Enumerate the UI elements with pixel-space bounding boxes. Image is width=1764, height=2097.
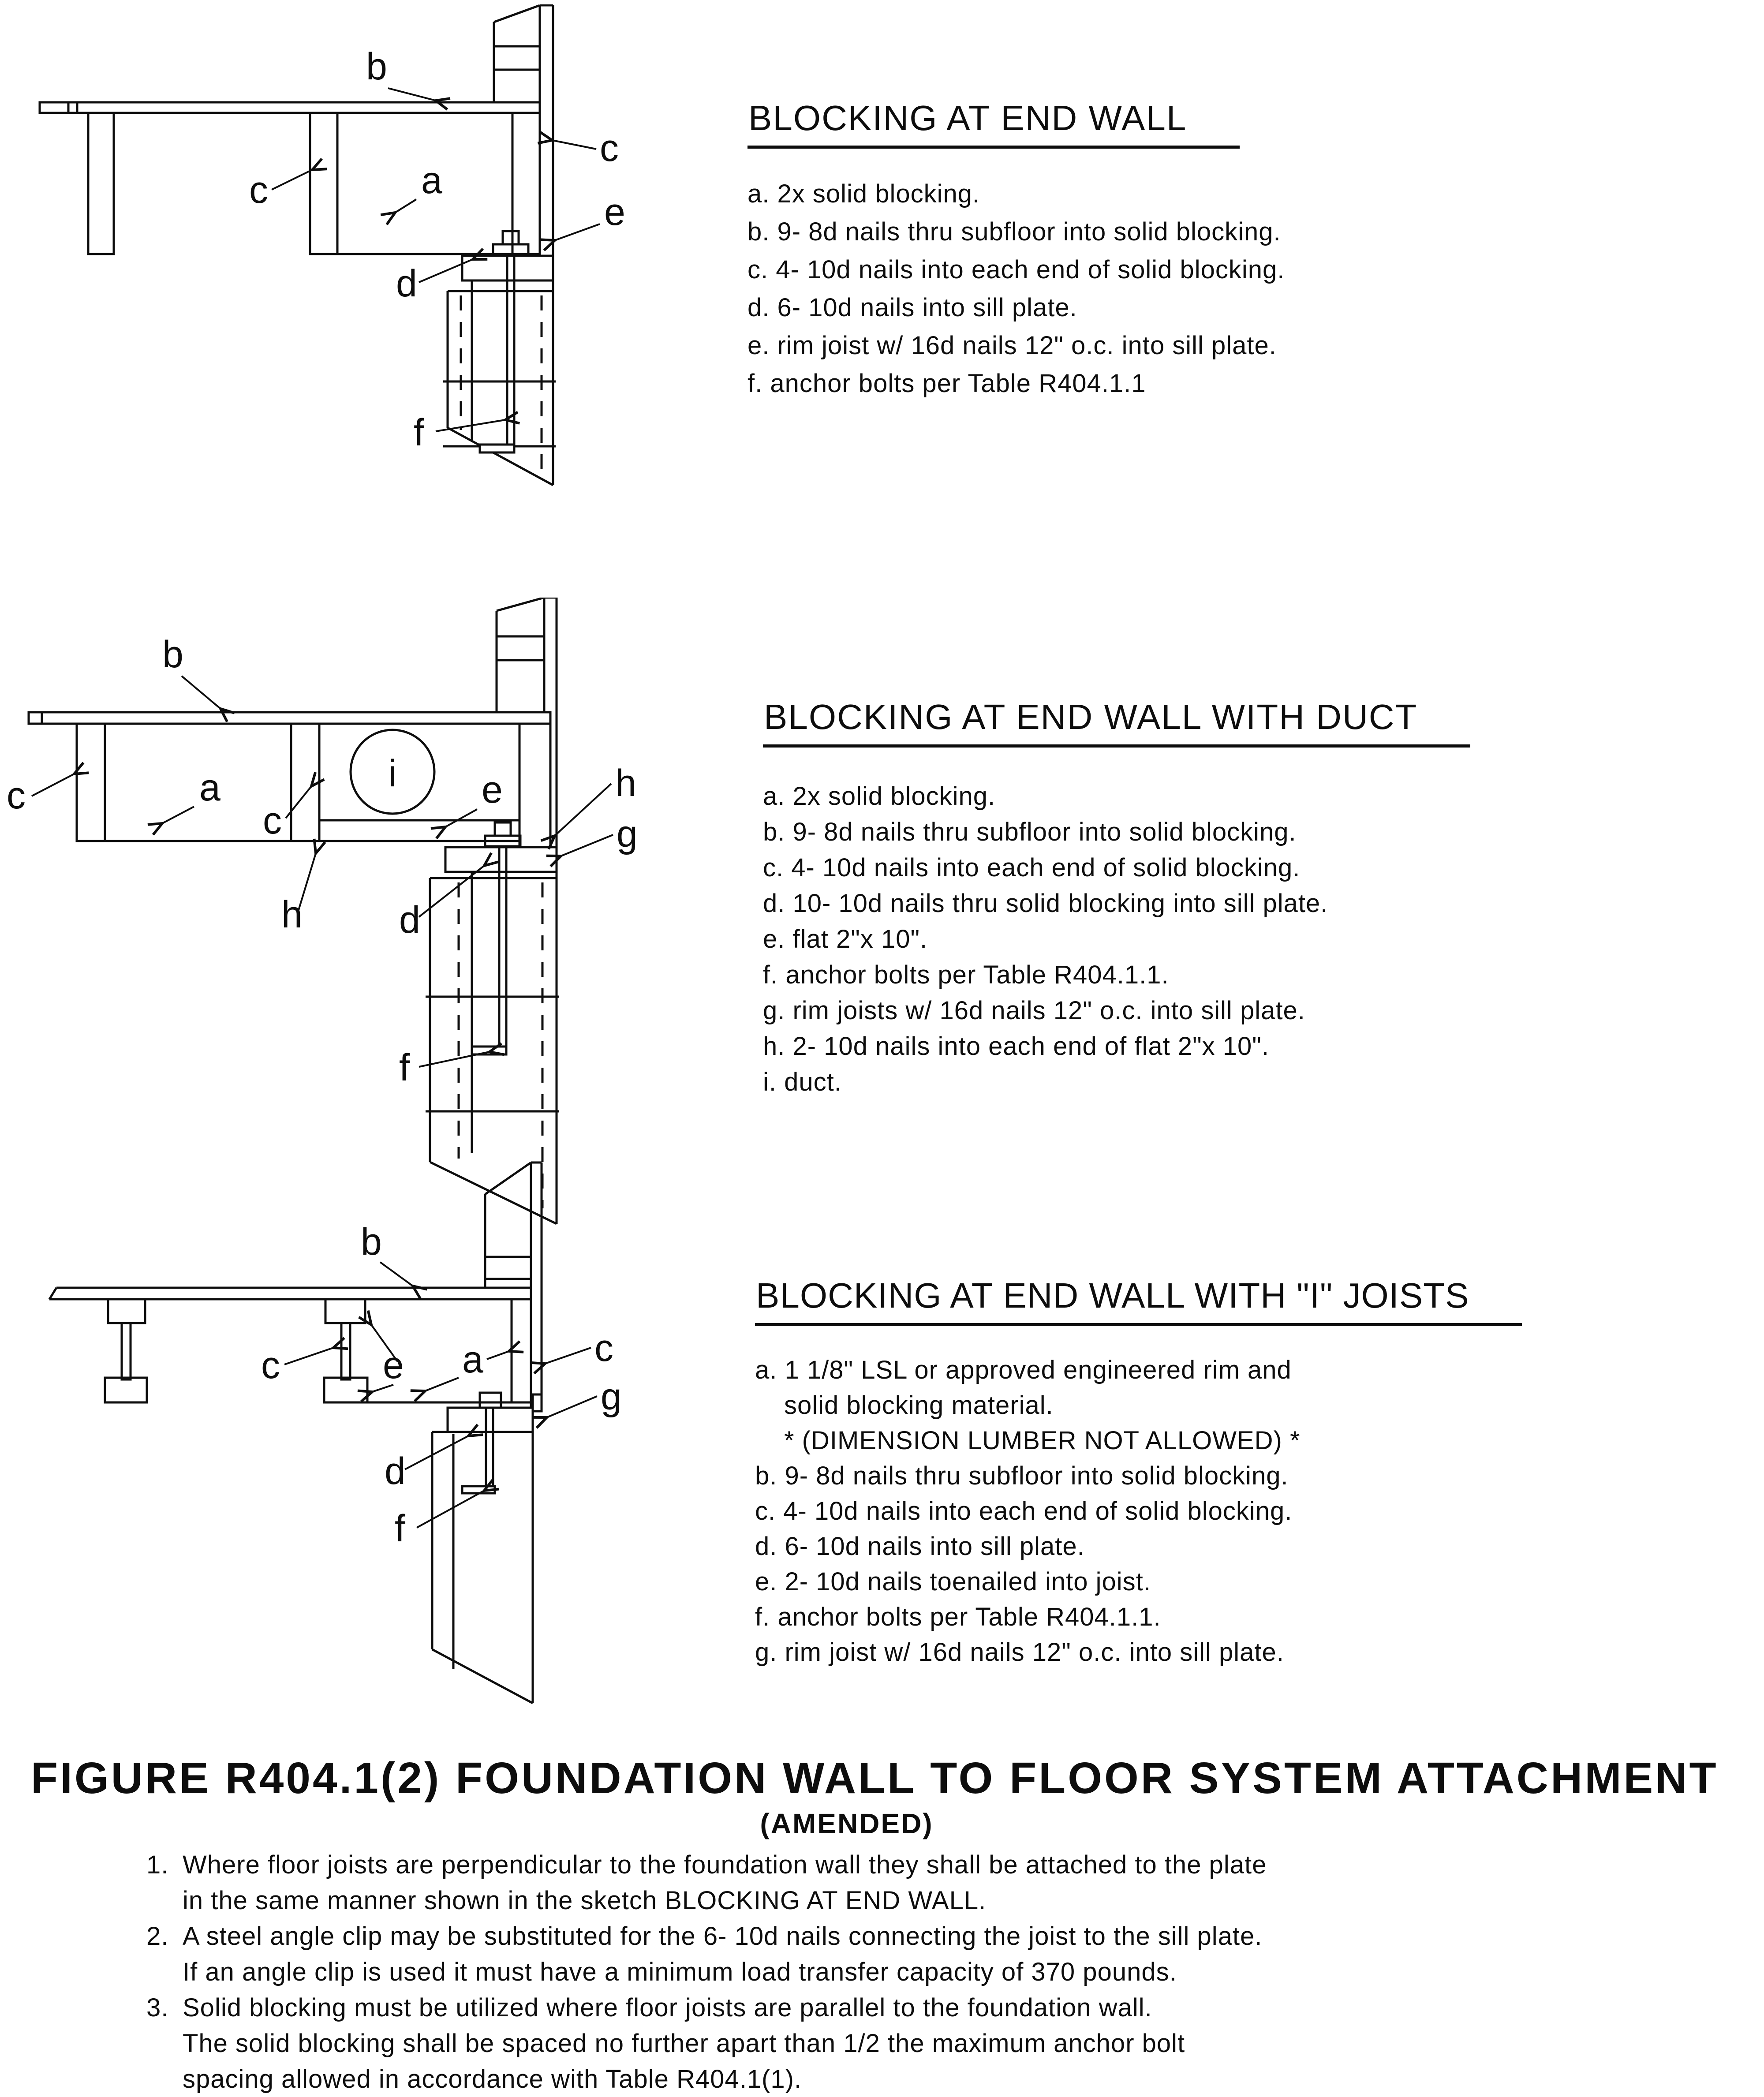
legend-item: b. 9- 8d nails thru subfloor into solid blocking.	[747, 217, 1281, 246]
legend-item: i. duct.	[763, 1068, 842, 1096]
note-2	[146, 1918, 1267, 1990]
legend-title: BLOCKING AT END WALL WITH DUCT	[763, 697, 1470, 748]
label-c-right: c	[594, 1327, 613, 1369]
label-b: b	[162, 633, 183, 676]
label-h-bottom: h	[281, 893, 303, 936]
subfloor	[49, 1288, 531, 1299]
i-joist-2	[324, 1299, 367, 1402]
legend-item: d. 6- 10d nails into sill plate.	[747, 293, 1077, 322]
label-f: f	[399, 1047, 410, 1089]
legend-blocking-at-end-wall-with-i-joists	[755, 1275, 1522, 1670]
legend-item: * (DIMENSION LUMBER NOT ALLOWED) *	[784, 1426, 1301, 1455]
floor-joist	[88, 113, 114, 254]
diagram-blocking-at-end-wall-with-duct	[0, 598, 644, 1226]
note-line: Where floor joists are perpendicular to the foundation wall they shall be attached to the plate	[183, 1850, 1267, 1879]
label-d: d	[399, 899, 420, 941]
label-c-left: c	[7, 774, 26, 817]
legend-item: h. 2- 10d nails into each end of flat 2"x 10".	[763, 1032, 1269, 1061]
legend-item: e. 2- 10d nails toenailed into joist.	[755, 1567, 1151, 1596]
note-number: 3.	[146, 1993, 169, 2022]
legend-item: a. 2x solid blocking.	[763, 782, 996, 811]
callouts	[249, 45, 625, 454]
note-line: spacing allowed in accordance with Table R404.1(1).	[183, 2065, 802, 2093]
foundation-wall	[432, 1411, 533, 1703]
note-3	[146, 1990, 1267, 2097]
legend-item: c. 4- 10d nails into each end of solid blocking.	[755, 1497, 1293, 1525]
legend-item: f. anchor bolts per Table R404.1.1	[747, 369, 1146, 398]
figure-notes	[146, 1847, 1267, 2097]
label-e: e	[604, 191, 625, 233]
label-d: d	[385, 1450, 406, 1492]
legend-blocking-at-end-wall	[747, 98, 1285, 403]
legend-items	[755, 1353, 1522, 1670]
legend-item: b. 9- 8d nails thru subfloor into solid blocking.	[755, 1462, 1289, 1490]
diagram-blocking-at-end-wall	[26, 4, 644, 498]
note-line: If an angle clip is used it must have a minimum load transfer capacity of 370 pounds.	[183, 1958, 1177, 1986]
floor-and-wall-framing	[40, 5, 553, 295]
label-f: f	[414, 411, 424, 454]
label-c-left: c	[249, 169, 268, 211]
i-joist-1	[105, 1299, 147, 1402]
figure-caption-amended: (AMENDED)	[760, 1808, 934, 1839]
legend-item: f. anchor bolts per Table R404.1.1.	[763, 961, 1169, 989]
label-a: a	[199, 766, 220, 809]
label-g: g	[617, 813, 638, 855]
note-number: 2.	[146, 1922, 169, 1951]
legend-item: c. 4- 10d nails into each end of solid blocking.	[747, 255, 1285, 284]
callouts	[261, 1221, 622, 1550]
legend-item: f. anchor bolts per Table R404.1.1.	[755, 1603, 1161, 1631]
rim-ledge	[533, 1394, 542, 1411]
legend-item: solid blocking material.	[784, 1391, 1054, 1420]
legend-title: BLOCKING AT END WALL WITH "I" JOISTS	[755, 1275, 1522, 1326]
note-line: The solid blocking shall be spaced no further apart than 1/2 the maximum anchor bolt	[183, 2029, 1185, 2058]
label-e: e	[383, 1344, 404, 1387]
label-g: g	[601, 1376, 622, 1418]
figure-caption: FIGURE R404.1(2) FOUNDATION WALL TO FLOOR SYSTEM ATTACHMENT	[31, 1753, 1719, 1803]
label-b: b	[366, 45, 387, 88]
foundation-wall	[443, 280, 556, 485]
legend-item: a. 1 1/8" LSL or approved engineered rim and	[755, 1356, 1292, 1384]
rim-joist	[519, 724, 550, 847]
subfloor	[40, 102, 540, 113]
note-1	[146, 1847, 1267, 1918]
label-a: a	[421, 159, 442, 202]
floor-and-wall-framing	[29, 598, 557, 872]
note-line: in the same manner shown in the sketch BLOCKING AT END WALL.	[183, 1886, 987, 1915]
legend-title: BLOCKING AT END WALL	[747, 98, 1240, 149]
label-h-right: h	[615, 762, 636, 804]
legend-item: e. rim joist w/ 16d nails 12" o.c. into sill plate.	[747, 331, 1277, 360]
label-d: d	[396, 262, 417, 305]
sill-plate	[445, 847, 557, 872]
label-b: b	[361, 1221, 382, 1263]
diagram-blocking-at-end-wall-with-i-joists	[44, 1147, 662, 1716]
legend-blocking-at-end-wall-with-duct	[763, 697, 1470, 1100]
subfloor	[29, 712, 550, 724]
note-line: A steel angle clip may be substituted for the 6- 10d nails connecting the joist to the sill plate.	[183, 1922, 1263, 1951]
legend-item: c. 4- 10d nails into each end of solid blocking.	[763, 853, 1301, 882]
label-c-left: c	[261, 1344, 280, 1387]
legend-item: d. 10- 10d nails thru solid blocking into sill plate.	[763, 889, 1328, 918]
legend-item: g. rim joists w/ 16d nails 12" o.c. into sill plate.	[763, 996, 1305, 1025]
legend-item: a. 2x solid blocking.	[747, 179, 980, 208]
note-line: Solid blocking must be utilized where floor joists are parallel to the foundation wall.	[183, 1993, 1152, 2022]
legend-item: e. flat 2"x 10".	[763, 925, 928, 953]
label-c-mid: c	[263, 800, 282, 842]
label-e: e	[482, 769, 503, 811]
legend-item: d. 6- 10d nails into sill plate.	[755, 1532, 1085, 1561]
legend-items	[747, 175, 1285, 403]
legend-item: g. rim joist w/ 16d nails 12" o.c. into sill plate.	[755, 1638, 1284, 1667]
legend-items	[763, 778, 1470, 1100]
label-c-right: c	[600, 127, 619, 169]
legend-item: b. 9- 8d nails thru subfloor into solid blocking.	[763, 818, 1297, 846]
label-f: f	[395, 1507, 405, 1550]
note-number: 1.	[146, 1850, 169, 1879]
label-a: a	[462, 1338, 483, 1381]
label-i: i	[388, 752, 397, 795]
